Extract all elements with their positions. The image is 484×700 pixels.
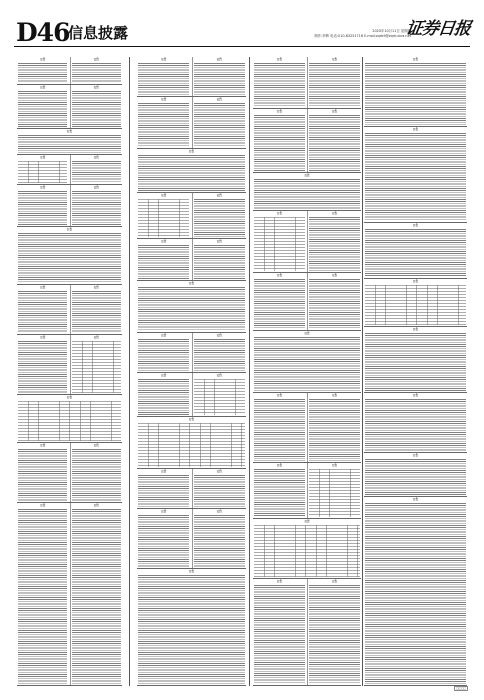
text-body <box>309 469 360 517</box>
text-body <box>138 515 189 567</box>
announcement-title: 公告 <box>216 374 222 377</box>
announcement-text <box>253 463 306 518</box>
announcement-text <box>307 273 361 330</box>
announcement-title: 公告 <box>40 504 46 507</box>
newspaper-logo: 证券日报 <box>404 19 472 39</box>
announcement-title: 公告 <box>304 332 310 335</box>
text-body <box>365 399 466 451</box>
text-body <box>194 245 245 279</box>
text-body <box>254 115 305 171</box>
announcement-block <box>364 327 467 393</box>
announcement-title: 公告 <box>331 394 338 397</box>
announcement-block <box>137 149 246 193</box>
text-body <box>254 63 305 107</box>
announcement-text <box>17 503 68 685</box>
text-body <box>18 63 67 83</box>
announcement-text <box>307 463 361 518</box>
announcement-title: 公告 <box>412 224 419 227</box>
text-body <box>365 333 466 391</box>
text-body <box>254 585 305 684</box>
announcement-title: 公告 <box>412 58 419 61</box>
column-4 <box>364 57 467 686</box>
text-body <box>72 291 121 333</box>
announcement-title: 公告 <box>40 86 46 89</box>
masthead-rule <box>14 46 470 47</box>
announcement-title: 公告 <box>412 280 419 283</box>
announcement-block <box>17 85 122 129</box>
announcement-block <box>253 463 361 519</box>
announcement-title: 公告 <box>188 150 195 153</box>
announcement-title: 公告 <box>276 464 283 467</box>
announcement-text <box>253 579 306 685</box>
announcement-text <box>137 281 246 332</box>
announcement-text <box>364 393 467 452</box>
text-body <box>18 401 121 441</box>
announcement-block <box>17 185 122 227</box>
announcement-title: 公告 <box>161 194 167 197</box>
text-body <box>309 115 360 171</box>
text-body <box>138 155 245 191</box>
announcement-text <box>137 417 246 468</box>
disclosure-columns <box>17 57 467 686</box>
announcement-text <box>70 155 122 184</box>
announcement-block <box>137 193 246 239</box>
announcement-title: 公告 <box>161 510 167 513</box>
announcement-title: 公告 <box>161 470 167 473</box>
announcement-text <box>253 331 361 392</box>
announcement-text <box>137 97 190 148</box>
announcement-title: 公告 <box>412 454 419 457</box>
text-body <box>365 503 466 684</box>
announcement-title: 公告 <box>331 274 338 277</box>
announcement-text <box>364 127 467 222</box>
editor-line: 制作:李辉 电话:010-83251716 E-mail:zqrb9@zqrb.sina.net <box>314 33 411 38</box>
page-number: D46 <box>16 18 70 47</box>
announcement-text <box>192 333 246 372</box>
announcement-text <box>307 579 361 685</box>
text-body <box>254 399 305 461</box>
text-body <box>194 103 245 147</box>
announcement-title: 公告 <box>216 194 222 197</box>
announcement-text <box>17 227 122 284</box>
text-body <box>18 161 67 183</box>
text-body <box>18 135 121 153</box>
announcement-title: 公告 <box>161 98 167 101</box>
announcement-text <box>253 211 306 272</box>
announcement-block <box>253 211 361 273</box>
text-body <box>72 191 121 225</box>
announcement-title: 公告 <box>216 98 222 101</box>
text-body <box>309 217 360 271</box>
announcement-block <box>253 331 361 393</box>
announcement-text <box>137 373 190 416</box>
announcement-title: 公告 <box>276 212 283 215</box>
announcement-block <box>17 57 122 85</box>
announcement-title: 公告 <box>276 110 283 113</box>
announcement-block <box>17 443 122 503</box>
announcement-text <box>137 333 190 372</box>
announcement-title: 公告 <box>304 520 310 523</box>
announcement-title: 公告 <box>93 86 99 89</box>
announcement-block <box>364 127 467 223</box>
text-body <box>138 63 189 95</box>
announcement-title: 公告 <box>412 128 419 131</box>
announcement-block <box>137 57 246 97</box>
announcement-title: 公告 <box>188 570 195 573</box>
announcement-text <box>364 279 467 326</box>
announcement-text <box>364 223 467 278</box>
announcement-text <box>70 503 122 685</box>
column-3 <box>253 57 361 686</box>
announcement-title: 公告 <box>216 510 222 513</box>
footer-tag: □□□□ <box>456 687 466 690</box>
text-body <box>138 199 189 237</box>
announcement-title: 公告 <box>276 580 283 583</box>
announcement-title: 公告 <box>93 58 99 61</box>
text-body <box>18 233 121 283</box>
announcement-title: 公告 <box>412 394 419 397</box>
announcement-text <box>253 393 306 462</box>
announcement-block <box>364 279 467 327</box>
text-body <box>365 459 466 495</box>
announcement-text <box>253 173 361 210</box>
announcement-text <box>307 393 361 462</box>
text-body <box>365 63 466 125</box>
text-body <box>194 515 245 567</box>
column-divider <box>129 57 130 686</box>
announcement-title: 公告 <box>331 110 338 113</box>
announcement-block <box>253 173 361 211</box>
announcement-title: 公告 <box>93 286 99 289</box>
announcement-block <box>17 335 122 395</box>
text-body <box>138 103 189 147</box>
announcement-block <box>364 393 467 453</box>
column-1 <box>17 57 122 686</box>
announcement-title: 公告 <box>331 464 338 467</box>
announcement-text <box>137 509 190 568</box>
announcement-text <box>70 57 122 84</box>
announcement-title: 公告 <box>40 156 46 159</box>
text-body <box>194 63 245 95</box>
announcement-title: 公告 <box>276 394 283 397</box>
announcement-title: 公告 <box>216 334 222 337</box>
announcement-block <box>253 393 361 463</box>
announcement-title: 公告 <box>93 336 99 339</box>
announcement-block <box>17 155 122 185</box>
announcement-text <box>70 335 122 394</box>
text-body <box>18 291 67 333</box>
announcement-block <box>137 239 246 281</box>
text-body <box>365 285 466 325</box>
column-divider <box>249 57 250 686</box>
announcement-title: 公告 <box>276 274 283 277</box>
announcement-text <box>253 273 306 330</box>
announcement-text <box>192 469 246 508</box>
announcement-title: 公告 <box>331 58 338 61</box>
announcement-text <box>364 327 467 392</box>
announcement-block <box>364 453 467 497</box>
announcement-text <box>17 395 122 442</box>
announcement-block <box>137 569 246 686</box>
text-body <box>194 475 245 507</box>
announcement-block <box>253 57 361 109</box>
text-body <box>138 287 245 331</box>
announcement-text <box>307 57 361 108</box>
announcement-block <box>17 285 122 335</box>
section-title: 信息披露 <box>68 24 129 42</box>
text-body <box>72 161 121 183</box>
text-body <box>309 63 360 107</box>
announcement-text <box>364 57 467 126</box>
announcement-title: 公告 <box>93 444 99 447</box>
text-body <box>138 245 189 279</box>
announcement-title: 公告 <box>216 470 222 473</box>
column-divider <box>362 57 363 686</box>
announcement-block <box>253 579 361 686</box>
announcement-text <box>137 569 246 685</box>
text-body <box>309 585 360 684</box>
announcement-title: 公告 <box>188 282 195 285</box>
announcement-title: 公告 <box>40 336 46 339</box>
announcement-title: 公告 <box>93 186 99 189</box>
announcement-title: 公告 <box>216 58 222 61</box>
announcement-block <box>364 57 467 127</box>
text-body <box>72 341 121 393</box>
announcement-text <box>17 57 68 84</box>
text-body <box>309 279 360 329</box>
masthead <box>0 0 484 48</box>
text-body <box>18 449 67 501</box>
text-body <box>138 423 245 467</box>
announcement-title: 公告 <box>93 156 99 159</box>
text-body <box>18 91 67 127</box>
announcement-block <box>253 519 361 579</box>
announcement-title: 公告 <box>331 580 338 583</box>
announcement-text <box>364 453 467 496</box>
text-body <box>138 575 245 684</box>
announcement-text <box>17 285 68 334</box>
announcement-text <box>17 85 68 128</box>
announcement-block <box>137 373 246 417</box>
text-body <box>254 179 360 209</box>
text-body <box>72 91 121 127</box>
text-body <box>18 509 67 684</box>
announcement-text <box>253 519 361 578</box>
announcement-block <box>137 97 246 149</box>
text-body <box>365 229 466 277</box>
announcement-block <box>17 395 122 443</box>
text-body <box>194 379 245 415</box>
announcement-text <box>70 85 122 128</box>
text-body <box>254 469 305 517</box>
text-body <box>365 133 466 221</box>
announcement-title: 公告 <box>66 130 73 133</box>
announcement-text <box>17 443 68 502</box>
announcement-title: 公告 <box>276 58 283 61</box>
announcement-text <box>137 469 190 508</box>
column-2 <box>137 57 246 686</box>
announcement-title: 公告 <box>161 240 167 243</box>
announcement-text <box>253 57 306 108</box>
announcement-text <box>137 239 190 280</box>
announcement-title: 公告 <box>331 212 338 215</box>
announcement-text <box>137 193 190 238</box>
date-line: 2020年10月11日 星期四 <box>372 29 411 33</box>
announcement-text <box>137 57 190 96</box>
announcement-text <box>192 97 246 148</box>
text-body <box>254 525 360 577</box>
text-body <box>18 191 67 225</box>
announcement-text <box>70 285 122 334</box>
announcement-block <box>137 281 246 333</box>
announcement-text <box>364 497 467 685</box>
announcement-title: 公告 <box>40 58 46 61</box>
announcement-title: 公告 <box>66 228 73 231</box>
announcement-text <box>192 239 246 280</box>
text-body <box>138 379 189 415</box>
announcement-title: 公告 <box>304 174 310 177</box>
announcement-text <box>70 443 122 502</box>
announcement-block <box>137 417 246 469</box>
announcement-title: 公告 <box>412 328 419 331</box>
announcement-title: 公告 <box>66 396 73 399</box>
announcement-text <box>307 211 361 272</box>
text-body <box>194 199 245 237</box>
announcement-text <box>253 109 306 172</box>
announcement-block <box>17 129 122 155</box>
text-body <box>18 341 67 393</box>
announcement-text <box>17 155 68 184</box>
text-body <box>72 63 121 83</box>
announcement-title: 公告 <box>40 186 46 189</box>
announcement-title: 公告 <box>161 374 167 377</box>
text-body <box>309 399 360 461</box>
announcement-text <box>137 149 246 192</box>
announcement-block <box>137 333 246 373</box>
announcement-title: 公告 <box>412 498 419 501</box>
announcement-title: 公告 <box>93 504 99 507</box>
announcement-title: 公告 <box>40 286 46 289</box>
announcement-title: 公告 <box>216 240 222 243</box>
text-body <box>254 337 360 391</box>
announcement-text <box>17 185 68 226</box>
announcement-text <box>70 185 122 226</box>
masthead-meta <box>314 29 411 39</box>
announcement-block <box>17 227 122 285</box>
announcement-block <box>253 109 361 173</box>
text-body <box>254 279 305 329</box>
announcement-title: 公告 <box>188 418 195 421</box>
announcement-title: 公告 <box>161 58 167 61</box>
announcement-text <box>192 193 246 238</box>
announcement-text <box>17 335 68 394</box>
announcement-text <box>17 129 122 154</box>
announcement-block <box>137 509 246 569</box>
text-body <box>254 217 305 271</box>
announcement-block <box>364 223 467 279</box>
announcement-block <box>137 469 246 509</box>
announcement-text <box>192 57 246 96</box>
announcement-title: 公告 <box>40 444 46 447</box>
text-body <box>194 339 245 371</box>
announcement-block <box>17 503 122 686</box>
announcement-block <box>253 273 361 331</box>
text-body <box>72 449 121 501</box>
announcement-text <box>192 373 246 416</box>
announcement-block <box>364 497 467 686</box>
announcement-title: 公告 <box>161 334 167 337</box>
announcement-text <box>192 509 246 568</box>
text-body <box>138 339 189 371</box>
text-body <box>138 475 189 507</box>
announcement-text <box>307 109 361 172</box>
text-body <box>72 509 121 684</box>
